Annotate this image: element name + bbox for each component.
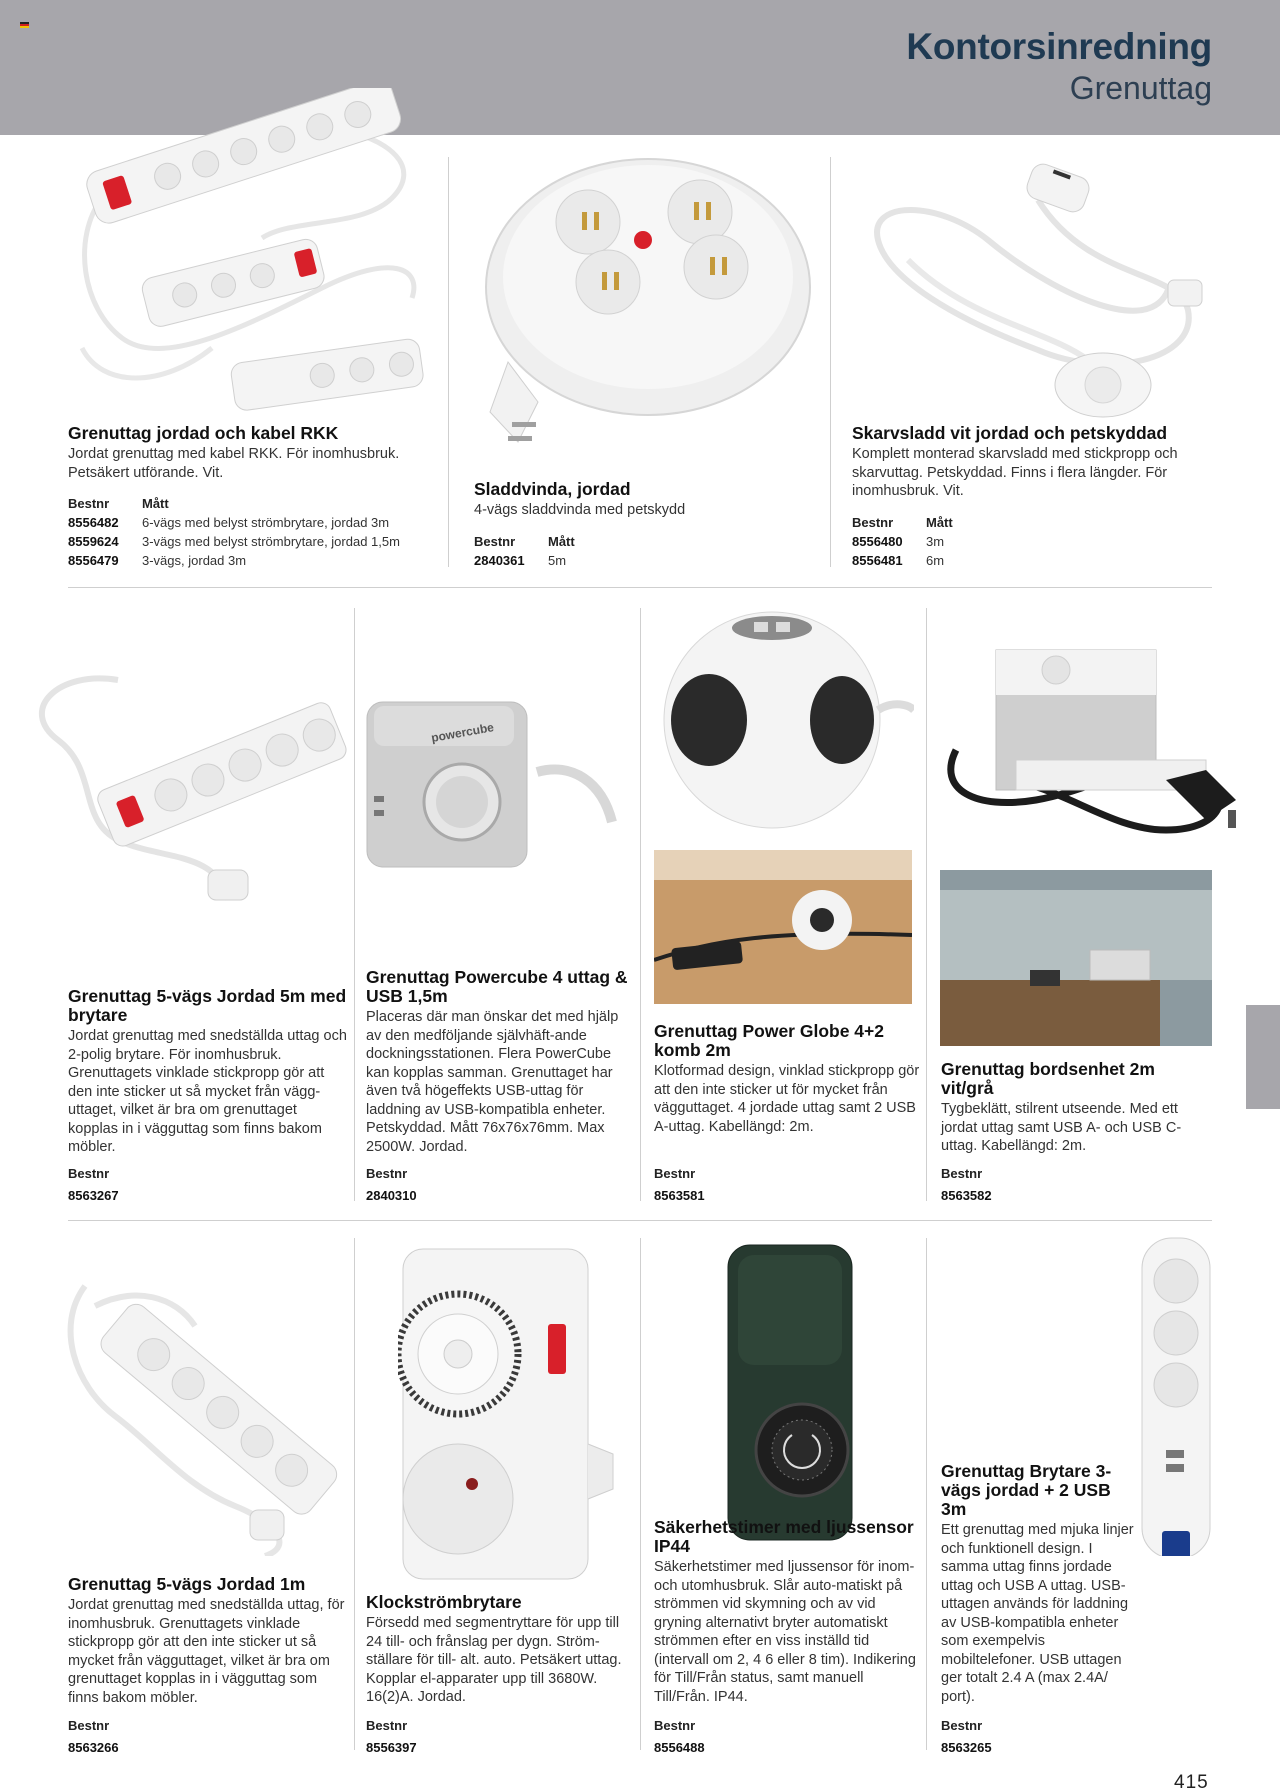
column-divider xyxy=(926,1238,927,1750)
bestnr-value: 8563581 xyxy=(654,1188,705,1203)
product-description: Ett grenuttag med mjuka linjer och funktionell design. I samma uttag finns jordade uttag och USB A uttag. USB-uttagen används för laddning av USB-kompatibla enheter som exempelvis mobiltelefoner. USB uttagen ger totalt 2.4 A (max 2.4A/ port). xyxy=(941,1522,1134,1705)
product-title: Grenuttag 5-vägs Jordad 5m med brytare xyxy=(68,986,347,1025)
desk-unit-photo xyxy=(940,870,1212,1046)
column-divider xyxy=(448,157,449,567)
product-title: Säkerhetstimer med ljussensor IP44 xyxy=(654,1517,914,1556)
row-divider xyxy=(68,1220,1212,1221)
power-globe-photo xyxy=(654,850,912,1004)
bestnr-value: 8556480 xyxy=(852,533,903,549)
product-title: Grenuttag Power Globe 4+2 komb 2m xyxy=(654,1021,884,1060)
bestnr-value: 8556397 xyxy=(366,1740,417,1755)
product-title: Skarvsladd vit jordad och petskyddad xyxy=(852,423,1168,443)
order-number-klockstrombrytare xyxy=(366,1718,634,1755)
bestnr-label: Bestnr xyxy=(941,1718,983,1733)
column-divider xyxy=(354,1238,355,1750)
product-title: Grenuttag jordad och kabel RKK xyxy=(68,423,339,443)
bestnr-value: 8563265 xyxy=(941,1740,992,1755)
bestnr-value: 2840310 xyxy=(366,1188,417,1203)
bestnr-value: 2840361 xyxy=(474,552,525,568)
order-number-sakerhetstimer xyxy=(654,1718,920,1755)
matt-value: 6m xyxy=(926,552,945,568)
product-brytare-3vags xyxy=(941,1462,1137,1706)
order-number-jordad-1m xyxy=(68,1718,348,1755)
bestnr-value: 8556481 xyxy=(852,552,903,568)
power-globe-image xyxy=(654,610,914,830)
matt-value: 6-vägs med belyst strömbrytare, jordad 3m xyxy=(142,515,390,530)
row-divider xyxy=(68,587,1212,588)
matt-header: Mått xyxy=(142,496,169,511)
matt-value: 3-vägs, jordad 3m xyxy=(142,553,247,568)
product-jordad-5m xyxy=(68,987,348,1157)
extension-cord-image xyxy=(848,160,1218,420)
bestnr-label: Bestnr xyxy=(366,1166,408,1181)
spec-table xyxy=(852,513,1216,570)
spec-row xyxy=(68,551,438,570)
product-description: Säkerhetstimer med ljussensor för inom- och utomhusbruk. Slår auto-matiskt på strömmen vid skymning och av vid gryning alternativt bryter automatiskt strömmen efter en viss inställd tid (intervall om 2, 4 6 eller 8 tim). Indikering för Till/Från status, samt manuell Till/Från. IP44. xyxy=(654,1559,916,1705)
page-subtitle: Grenuttag xyxy=(1069,70,1212,106)
bestnr-header: Bestnr xyxy=(852,514,894,530)
flag-icon xyxy=(20,22,29,28)
product-description: Tygbeklätt, stilrent utseende. Med ett jordat uttag samt USB A- och USB C-uttag. Kabellängd: 2m. xyxy=(941,1101,1182,1154)
column-divider xyxy=(640,1238,641,1750)
product-title: Grenuttag 5-vägs Jordad 1m xyxy=(68,1574,306,1594)
product-description: Placeras där man önskar det med hjälp av den medföljande självhäft-ande dockningsstationen. Flera PowerCube kan kopplas samman. Grenuttaget har även två högeffekts USB-uttag för laddning av USB-kompatibla enheter. Petskyddad. Mått 76x76x76mm. Max 2500W. Jordad. xyxy=(366,1009,619,1155)
product-title: Grenuttag Powercube 4 uttag & USB 1,5m xyxy=(366,967,628,1006)
spec-table xyxy=(68,494,438,570)
product-description: Försedd med segmentryttare för upp till 24 till- och frånslag per dygn. Ström-ställare för till- alt. auto. Petsäkert uttag. Kopplar el-apparater upp till 3680W. 16(2)A. Jordad. xyxy=(366,1615,622,1705)
spec-row xyxy=(68,532,438,551)
bestnr-header: Bestnr xyxy=(68,496,110,511)
column-divider xyxy=(926,608,927,1201)
spec-table xyxy=(474,532,814,570)
bestnr-value: 8563267 xyxy=(68,1188,119,1203)
matt-header: Mått xyxy=(926,514,953,530)
spec-header xyxy=(68,494,438,513)
spec-row xyxy=(474,551,814,570)
product-bordsenhet xyxy=(941,1060,1211,1156)
power-strip-5m-image xyxy=(18,660,348,920)
bestnr-header: Bestnr xyxy=(474,533,516,549)
power-strip-usb-image xyxy=(1140,1236,1212,1556)
page-title: Kontorsinredning xyxy=(906,26,1212,67)
product-description: 4-vägs sladdvinda med petskydd xyxy=(474,502,686,518)
product-title: Sladdvinda, jordad xyxy=(474,479,631,499)
power-strip-rkk-image xyxy=(62,88,442,418)
powercube-logo-text: powercube xyxy=(430,720,495,745)
order-number-brytare-3vags xyxy=(941,1718,1137,1755)
product-skarvsladd xyxy=(852,424,1216,570)
bestnr-label: Bestnr xyxy=(366,1718,408,1733)
spec-row xyxy=(68,513,438,532)
bestnr-label: Bestnr xyxy=(68,1166,110,1181)
bestnr-value: 8563582 xyxy=(941,1188,992,1203)
bestnr-label: Bestnr xyxy=(654,1166,696,1181)
product-sladdvinda xyxy=(474,480,814,570)
bestnr-value: 8556482 xyxy=(68,515,119,530)
product-title: Grenuttag bordsenhet 2m vit/grå xyxy=(941,1059,1155,1098)
column-divider xyxy=(830,157,831,567)
product-klockstrombrytare xyxy=(366,1593,634,1707)
column-divider xyxy=(354,608,355,1201)
product-jordad-1m xyxy=(68,1575,348,1707)
bestnr-label: Bestnr xyxy=(941,1166,983,1181)
side-tab xyxy=(1246,1005,1280,1109)
product-title: Grenuttag Brytare 3-vägs jordad + 2 USB 3m xyxy=(941,1461,1112,1519)
timer-switch-image xyxy=(398,1244,618,1584)
product-powercube xyxy=(366,968,634,1156)
desk-unit-image xyxy=(936,630,1266,880)
product-description: Jordat grenuttag med snedställda uttag, för inomhusbruk. Grenuttagets vinklade stickpropp gör att den inte sticker ut så mycket från vägguttaget, vilket är bra om grenuttaget kopplas in i vägguttag som finns bakom möbler. xyxy=(68,1597,345,1706)
order-number-powercube xyxy=(366,1166,634,1203)
powercube-image xyxy=(362,692,642,872)
order-number-bordsenhet xyxy=(941,1166,1211,1203)
product-sakerhetstimer xyxy=(654,1518,920,1706)
product-description: Komplett monterad skarvsladd med stickpropp och skarvuttag. Petskyddad. Finns i flera längder. För inomhusbruk. Vit. xyxy=(852,446,1178,499)
matt-value: 3m xyxy=(926,533,945,549)
cable-reel-image xyxy=(478,152,818,472)
bestnr-value: 8559624 xyxy=(68,534,119,549)
matt-value: 3-vägs med belyst strömbrytare, jordad 1,5m xyxy=(142,534,400,549)
product-rkk xyxy=(68,424,438,570)
bestnr-value: 8563266 xyxy=(68,1740,119,1755)
order-number-power-globe xyxy=(654,1166,920,1203)
bestnr-label: Bestnr xyxy=(654,1718,696,1733)
product-power-globe xyxy=(654,1022,920,1136)
bestnr-label: Bestnr xyxy=(68,1718,110,1733)
page-number: 415 xyxy=(1174,1772,1209,1792)
matt-value: 5m xyxy=(548,552,567,568)
product-title: Klockströmbrytare xyxy=(366,1592,522,1612)
order-number-jordad-5m xyxy=(68,1166,348,1203)
matt-header: Mått xyxy=(548,533,575,549)
safety-timer-image xyxy=(712,1240,862,1545)
product-description: Jordat grenuttag med kabel RKK. För inomhusbruk. Petsäkert utförande. Vit. xyxy=(68,446,400,481)
spec-header xyxy=(474,532,814,551)
power-strip-1m-image xyxy=(55,1266,345,1556)
product-description: Jordat grenuttag med snedställda uttag och 2-polig brytare. För inomhusbruk. Grenuttagets vinklade stickpropp gör att den inte sticker ut så mycket från vägg-uttaget, vilket är bra om grenuttaget kopplas in i vägguttag som finns bakom möbler. xyxy=(68,1028,347,1155)
bestnr-value: 8556488 xyxy=(654,1740,705,1755)
bestnr-value: 8556479 xyxy=(68,553,119,568)
spec-row xyxy=(852,532,1216,551)
spec-header xyxy=(852,513,1216,532)
spec-row xyxy=(852,551,1216,570)
product-description: Klotformad design, vinklad stickpropp gör att den inte sticker ut för mycket från vägguttaget. 4 jordade uttag samt 2 USB A-uttag. Kabellängd: 2m. xyxy=(654,1063,920,1135)
